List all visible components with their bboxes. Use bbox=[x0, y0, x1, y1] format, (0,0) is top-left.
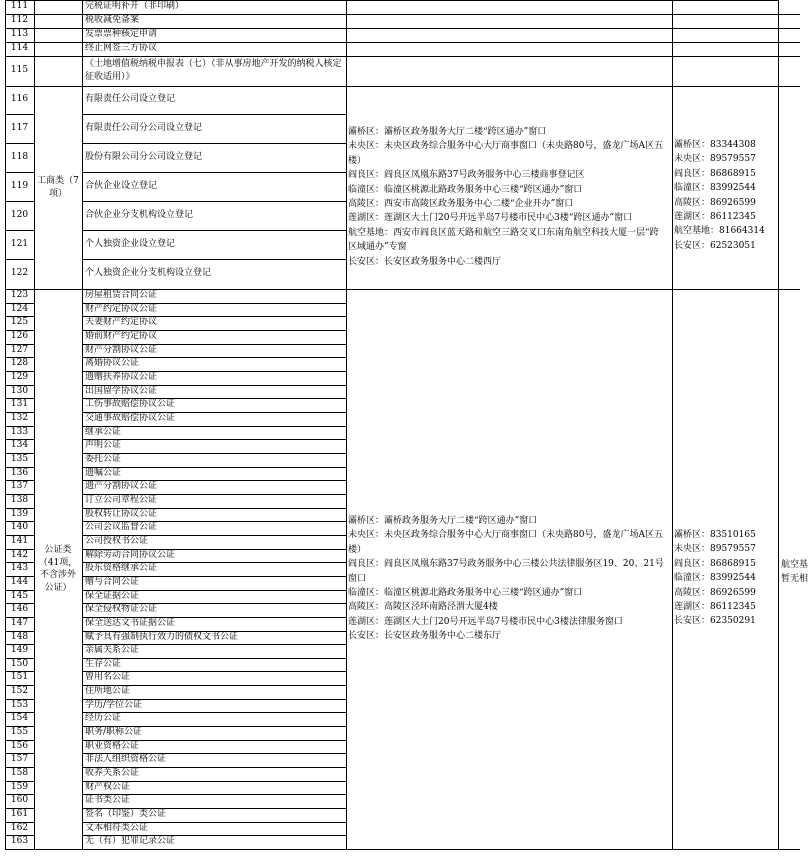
grid-line bbox=[5, 344, 34, 345]
grid-line bbox=[5, 467, 34, 468]
row-number: 149 bbox=[10, 645, 29, 656]
grid-line bbox=[778, 14, 800, 15]
grid-line bbox=[5, 114, 34, 115]
item-name: 经历公证 bbox=[85, 713, 122, 724]
item-name: 曾用名公证 bbox=[85, 672, 131, 683]
grid-line bbox=[5, 480, 34, 481]
grid-line bbox=[778, 0, 779, 849]
item-name: 出国留学协议公证 bbox=[85, 385, 158, 396]
grid-line bbox=[82, 0, 83, 849]
row-number: 121 bbox=[10, 238, 29, 249]
item-name: 保全送达文书证据公证 bbox=[85, 617, 176, 628]
row-number: 150 bbox=[10, 658, 29, 669]
item-name: 公司授权书公证 bbox=[85, 535, 149, 546]
grid-line bbox=[5, 439, 34, 440]
row-number: 143 bbox=[10, 563, 29, 574]
item-name: 股东资格继承公证 bbox=[85, 563, 158, 574]
row-number: 160 bbox=[10, 795, 29, 806]
row-number: 154 bbox=[10, 713, 29, 724]
grid-line bbox=[778, 56, 800, 57]
grid-line bbox=[82, 412, 346, 413]
row-number: 132 bbox=[10, 412, 29, 423]
grid-line bbox=[82, 767, 346, 768]
item-name: 个人独资企业设立登记 bbox=[85, 238, 176, 249]
grid-line bbox=[82, 603, 346, 604]
grid-line bbox=[82, 172, 346, 173]
grid-line bbox=[82, 259, 346, 260]
grid-line bbox=[5, 426, 34, 427]
row-number: 116 bbox=[10, 94, 29, 105]
grid-line bbox=[82, 467, 346, 468]
grid-line bbox=[5, 808, 34, 809]
row-number: 138 bbox=[10, 494, 29, 505]
row-number: 157 bbox=[10, 754, 29, 765]
grid-line bbox=[5, 726, 34, 727]
item-name: 委托公证 bbox=[85, 453, 122, 464]
row-number: 128 bbox=[10, 358, 29, 369]
item-name: 有限责任公司分公司设立登记 bbox=[85, 122, 203, 133]
grid-line bbox=[5, 398, 34, 399]
row-number: 126 bbox=[10, 330, 29, 341]
item-name: 婚前财产约定协议 bbox=[85, 330, 158, 341]
grid-line bbox=[5, 14, 778, 15]
item-name: 夫妻财产约定协议 bbox=[85, 317, 158, 328]
grid-line bbox=[5, 685, 34, 686]
grid-line bbox=[5, 794, 34, 795]
grid-line bbox=[5, 767, 34, 768]
grid-line bbox=[82, 740, 346, 741]
grid-line bbox=[5, 42, 778, 43]
grid-line bbox=[5, 143, 34, 144]
grid-line bbox=[5, 412, 34, 413]
grid-line bbox=[82, 371, 346, 372]
grid-line bbox=[82, 835, 346, 836]
service-locations: 灞桥区：灞桥政务服务大厅二楼“跨区通办”窗口 未央区：未央区政务综合服务中心大厅商事窗口（未央路80号，盛龙广场A区五 楼） 阎良区：阎良区凤凰东路37号政务服务中心三楼公共法律服务区19、20、21号 窗口 临潼区：临潼区桃源北路政务服务中心三楼“跨区通办”窗口 高陵区：高陵区泾环南路泾渭大厦4楼 莲湖区：莲湖区大土门20号开远半岛7号楼市民中心3楼法律服务窗口 长安区：长安区政务服务中心二楼东厅 bbox=[348, 516, 664, 642]
row-number: 131 bbox=[10, 399, 29, 410]
row-number: 122 bbox=[10, 268, 29, 279]
item-name: 完税证明补开（非印刷） bbox=[85, 1, 185, 12]
row-number: 130 bbox=[10, 385, 29, 396]
item-name: 文本相符类公证 bbox=[85, 822, 149, 833]
grid-line bbox=[5, 562, 34, 563]
grid-line bbox=[5, 822, 34, 823]
row-number: 120 bbox=[10, 209, 29, 220]
row-number: 114 bbox=[10, 43, 29, 54]
grid-line bbox=[82, 114, 346, 115]
grid-line bbox=[82, 521, 346, 522]
grid-line bbox=[5, 371, 34, 372]
item-name: 财产约定协议公证 bbox=[85, 303, 158, 314]
grid-line bbox=[82, 344, 346, 345]
grid-line bbox=[82, 590, 346, 591]
grid-line bbox=[82, 439, 346, 440]
item-name: 发票票种核定申请 bbox=[85, 29, 158, 40]
row-number: 151 bbox=[10, 672, 29, 683]
grid-line bbox=[5, 617, 34, 618]
grid-line bbox=[346, 0, 347, 849]
grid-line bbox=[5, 631, 34, 632]
grid-line bbox=[82, 644, 346, 645]
grid-line bbox=[82, 316, 346, 317]
item-name: 非法人组织资格公证 bbox=[85, 754, 167, 765]
row-number: 127 bbox=[10, 344, 29, 355]
category-label: 公证类（41项，不含涉外公证） bbox=[38, 545, 78, 593]
grid-line bbox=[82, 753, 346, 754]
row-number: 162 bbox=[10, 822, 29, 833]
item-name: 学历/学位公证 bbox=[85, 699, 143, 710]
item-name: 合伙企业设立登记 bbox=[85, 180, 158, 191]
item-name: 终止网签三方协议 bbox=[85, 43, 158, 54]
row-number: 158 bbox=[10, 768, 29, 779]
grid-line bbox=[5, 494, 34, 495]
item-name: 遗嘱公证 bbox=[85, 467, 122, 478]
item-name: 赋予具有强制执行效力的债权文书公证 bbox=[85, 631, 239, 642]
row-number: 137 bbox=[10, 481, 29, 492]
grid-line bbox=[82, 549, 346, 550]
grid-line bbox=[5, 259, 34, 260]
item-name: 税收减免备案 bbox=[85, 15, 140, 26]
grid-line bbox=[5, 521, 34, 522]
item-name: 职业资格公证 bbox=[85, 740, 140, 751]
grid-line bbox=[82, 562, 346, 563]
item-name: 订立公司章程公证 bbox=[85, 494, 158, 505]
row-number: 124 bbox=[10, 303, 29, 314]
grid-line bbox=[82, 303, 346, 304]
grid-line bbox=[5, 385, 34, 386]
item-name: 无（有）犯罪记录公证 bbox=[85, 836, 176, 847]
grid-line bbox=[5, 740, 34, 741]
grid-line bbox=[82, 699, 346, 700]
grid-line bbox=[82, 230, 346, 231]
grid-line bbox=[5, 303, 34, 304]
grid-line bbox=[82, 794, 346, 795]
grid-line bbox=[5, 549, 34, 550]
grid-line bbox=[5, 86, 800, 87]
grid-line bbox=[82, 617, 346, 618]
grid-line bbox=[82, 480, 346, 481]
grid-line bbox=[82, 822, 346, 823]
grid-line bbox=[82, 808, 346, 809]
row-number: 159 bbox=[10, 781, 29, 792]
item-name: 离婚协议公证 bbox=[85, 358, 140, 369]
row-number: 118 bbox=[10, 151, 29, 162]
grid-line bbox=[5, 699, 34, 700]
item-name: 解除劳动合同协议公证 bbox=[85, 549, 176, 560]
item-name: 保全侵权物证公证 bbox=[85, 604, 158, 615]
grid-line bbox=[5, 508, 34, 509]
row-number: 111 bbox=[10, 1, 29, 12]
grid-line bbox=[5, 453, 34, 454]
item-name: 遗产分割协议公证 bbox=[85, 481, 158, 492]
grid-line bbox=[82, 726, 346, 727]
service-locations: 灞桥区：灞桥区政务服务大厅二楼“跨区通办”窗口 未央区：未央区政务综合服务中心大厅商事窗口（未央路80号，盛龙广场A区五 楼） 阎良区：阎良区凤凰东路37号政务服务中心三楼商事登记区 临潼区：临潼区桃源北路政务服务中心三楼“跨区通办”窗口 高陵区：西安市高陵区政务服务中心二楼“企业开办”窗口 莲湖区：莲湖区大土门20号开远半岛7号楼市民中心3楼“跨区通办”窗口 航空基地：西安市阎良区蓝天路和航空三路交叉口东南角航空科技大厦一层“跨 区域通办”专窗 长安区：长安区政务服务中心二楼西厅 bbox=[348, 127, 663, 267]
contact-phones: 灞桥区：83344308 未央区：89579557 阎良区：86868915 临潼区：83992544 高陵区：86926599 莲湖区：86112345 航空基地：81664314 长安区：62523051 bbox=[674, 140, 765, 251]
row-number: 129 bbox=[10, 371, 29, 382]
item-name: 股权转让协议公证 bbox=[85, 508, 158, 519]
category-label: 工商类（7项） bbox=[37, 176, 79, 199]
item-name: 亲属关系公证 bbox=[85, 645, 140, 656]
row-number: 148 bbox=[10, 631, 29, 642]
grid-line bbox=[5, 603, 34, 604]
row-number: 142 bbox=[10, 549, 29, 560]
item-name: 有限责任公司设立登记 bbox=[85, 94, 176, 105]
row-number: 140 bbox=[10, 522, 29, 533]
row-number: 135 bbox=[10, 453, 29, 464]
item-name: 保全证据公证 bbox=[85, 590, 140, 601]
item-name: 继承公证 bbox=[85, 426, 122, 437]
grid-line bbox=[82, 330, 346, 331]
grid-line bbox=[5, 781, 34, 782]
grid-line bbox=[82, 426, 346, 427]
grid-line bbox=[5, 230, 34, 231]
item-name: 合伙企业分支机构设立登记 bbox=[85, 209, 194, 220]
grid-line bbox=[5, 849, 800, 850]
grid-line bbox=[82, 508, 346, 509]
row-number: 133 bbox=[10, 426, 29, 437]
grid-line bbox=[5, 712, 34, 713]
grid-line bbox=[672, 0, 673, 849]
row-number: 136 bbox=[10, 467, 29, 478]
remark-text: 航空基 暂无相 bbox=[781, 560, 808, 585]
row-number: 117 bbox=[10, 122, 29, 133]
grid-line bbox=[5, 671, 34, 672]
item-name: 证书类公证 bbox=[85, 795, 131, 806]
item-name: 个人独资企业分支机构设立登记 bbox=[85, 268, 212, 279]
item-name: 工伤事故赔偿协议公证 bbox=[85, 399, 176, 410]
row-number: 147 bbox=[10, 617, 29, 628]
row-number: 161 bbox=[10, 809, 29, 820]
item-name: 赠与合同公证 bbox=[85, 576, 140, 587]
item-name: 声明公证 bbox=[85, 440, 122, 451]
grid-line bbox=[82, 535, 346, 536]
item-name: 房屋租赁合同公证 bbox=[85, 290, 158, 300]
grid-line bbox=[82, 658, 346, 659]
row-number: 119 bbox=[10, 180, 29, 191]
item-name: 财产分割协议公证 bbox=[85, 344, 158, 355]
grid-line bbox=[5, 753, 34, 754]
item-name: 股份有限公司分公司设立登记 bbox=[85, 151, 203, 162]
row-number: 125 bbox=[10, 317, 29, 328]
grid-line bbox=[82, 201, 346, 202]
grid-line bbox=[5, 330, 34, 331]
grid-line bbox=[5, 357, 34, 358]
item-name: 财产权公证 bbox=[85, 781, 131, 792]
grid-line bbox=[82, 385, 346, 386]
row-number: 141 bbox=[10, 535, 29, 546]
row-number: 156 bbox=[10, 740, 29, 751]
item-name: 遗赠扶养协议公证 bbox=[85, 371, 158, 382]
grid-line bbox=[5, 172, 34, 173]
grid-line bbox=[5, 644, 34, 645]
grid-line bbox=[5, 0, 778, 1]
row-number: 152 bbox=[10, 686, 29, 697]
item-name: 公司会议监督公证 bbox=[85, 522, 158, 533]
grid-line bbox=[5, 28, 778, 29]
row-number: 113 bbox=[10, 29, 29, 40]
row-number: 155 bbox=[10, 727, 29, 738]
grid-line bbox=[82, 685, 346, 686]
row-number: 163 bbox=[10, 836, 29, 847]
row-number: 145 bbox=[10, 590, 29, 601]
row-number: 144 bbox=[10, 576, 29, 587]
grid-line bbox=[82, 143, 346, 144]
grid-line bbox=[82, 357, 346, 358]
row-number: 146 bbox=[10, 604, 29, 615]
grid-line bbox=[778, 28, 800, 29]
grid-line bbox=[5, 658, 34, 659]
grid-line bbox=[778, 42, 800, 43]
grid-line bbox=[82, 631, 346, 632]
row-number: 112 bbox=[10, 15, 29, 26]
grid-line bbox=[5, 576, 34, 577]
item-name: 生存公证 bbox=[85, 658, 122, 669]
grid-line bbox=[5, 0, 6, 849]
grid-line bbox=[5, 56, 778, 57]
row-number: 123 bbox=[10, 290, 29, 300]
item-name: 交通事故赔偿协议公证 bbox=[85, 412, 176, 423]
grid-line bbox=[82, 398, 346, 399]
grid-line bbox=[5, 289, 800, 290]
grid-line bbox=[82, 712, 346, 713]
grid-line bbox=[82, 494, 346, 495]
grid-line bbox=[34, 0, 35, 849]
grid-line bbox=[5, 316, 34, 317]
row-number: 134 bbox=[10, 440, 29, 451]
grid-line bbox=[82, 671, 346, 672]
grid-line bbox=[82, 781, 346, 782]
item-name: 《土地增值税纳税申报表（七）（非从事房地产开发的纳税人核定征收适用）》 bbox=[85, 58, 342, 82]
item-name: 住所地公证 bbox=[85, 686, 131, 697]
grid-line bbox=[5, 201, 34, 202]
grid-line bbox=[5, 590, 34, 591]
row-number: 115 bbox=[10, 65, 29, 76]
item-name: 签名（印鉴）类公证 bbox=[85, 809, 167, 820]
grid-line bbox=[5, 535, 34, 536]
item-name: 职务/职称公证 bbox=[85, 727, 143, 738]
grid-line bbox=[82, 453, 346, 454]
item-name: 收养关系公证 bbox=[85, 768, 140, 779]
row-number: 139 bbox=[10, 508, 29, 519]
contact-phones: 灞桥区：83510165 未央区：89579557 阎良区：86868915 临潼区：83992544 高陵区：86926599 莲湖区：86112345 长安区：62350291 bbox=[674, 530, 756, 627]
grid-line bbox=[5, 835, 34, 836]
row-number: 153 bbox=[10, 699, 29, 710]
grid-line bbox=[82, 576, 346, 577]
